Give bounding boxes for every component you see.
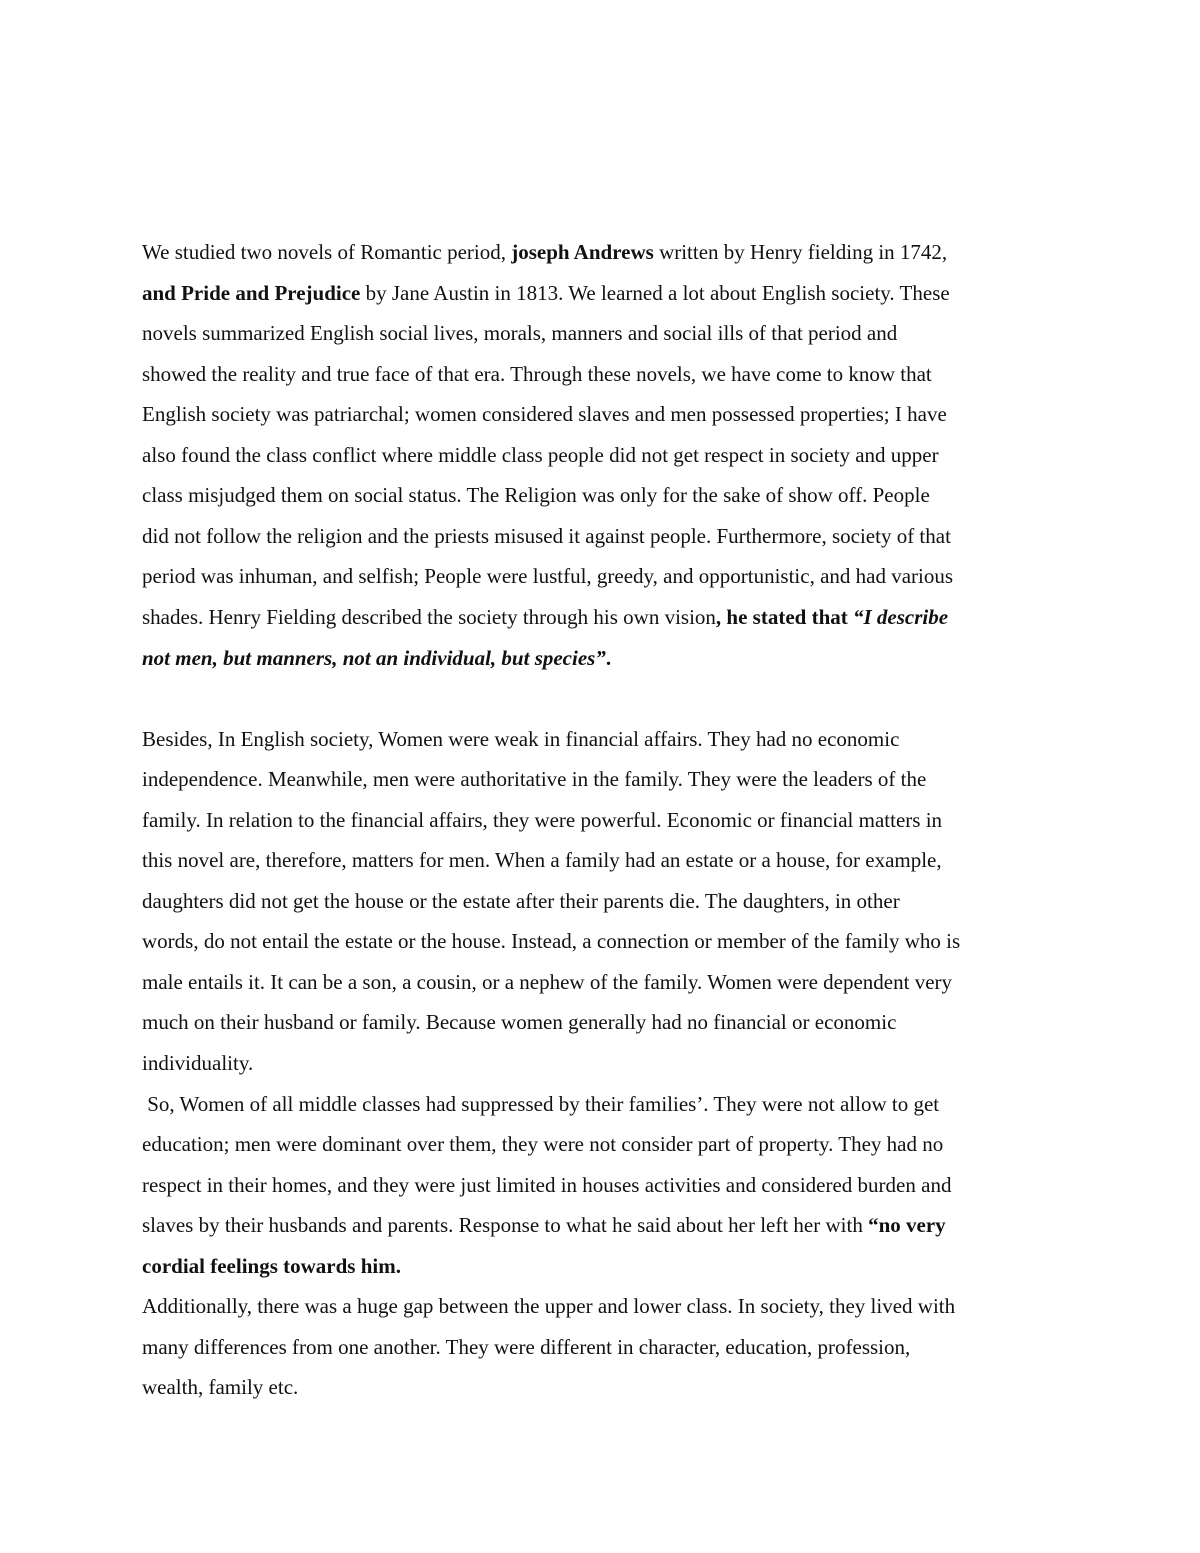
text-line: English society was patriarchal; women considered slaves and men possessed properties; I have xyxy=(142,402,947,426)
text-line: individuality. xyxy=(142,1051,254,1075)
text-line: independence. Meanwhile, men were authoritative in the family. They were the leaders of the xyxy=(142,767,927,791)
text-line: shades. Henry Fielding described the society through his own vision, he stated that “I describe xyxy=(142,605,949,629)
text-line: daughters did not get the house or the estate after their parents die. The daughters, in other xyxy=(142,889,900,913)
text-line: did not follow the religion and the priests misused it against people. Furthermore, society of that xyxy=(142,524,951,548)
text-line: We studied two novels of Romantic period, joseph Andrews written by Henry fielding in 1742, xyxy=(142,240,948,264)
text-line: also found the class conflict where middle class people did not get respect in society and upper xyxy=(142,443,939,467)
text-line: not men, but manners, not an individual, but species”. xyxy=(142,646,612,670)
text-line: family. In relation to the financial affairs, they were powerful. Economic or financial matters in xyxy=(142,808,943,832)
text-line: Besides, In English society, Women were weak in financial affairs. They had no economic xyxy=(142,727,900,751)
text-line: Additionally, there was a huge gap between the upper and lower class. In society, they lived with xyxy=(142,1294,956,1318)
text-line: male entails it. It can be a son, a cousin, or a nephew of the family. Women were dependent very xyxy=(142,970,953,994)
text-line: respect in their homes, and they were just limited in houses activities and considered burden and xyxy=(142,1173,952,1197)
text-line: education; men were dominant over them, they were not consider part of property. They had no xyxy=(142,1132,944,1156)
text-line: wealth, family etc. xyxy=(142,1375,299,1399)
text-line: many differences from one another. They were different in character, education, profession, xyxy=(142,1335,911,1359)
text-line: novels summarized English social lives, morals, manners and social ills of that period and xyxy=(142,321,898,345)
text-line: slaves by their husbands and parents. Response to what he said about her left her with “no very xyxy=(142,1213,946,1237)
text-line: So, Women of all middle classes had suppressed by their families’. They were not allow to get xyxy=(142,1092,940,1116)
text-line: this novel are, therefore, matters for men. When a family had an estate or a house, for example, xyxy=(142,848,942,872)
text-line: much on their husband or family. Because women generally had no financial or economic xyxy=(142,1010,897,1034)
text-line: and Pride and Prejudice by Jane Austin in 1813. We learned a lot about English society. These xyxy=(142,281,950,305)
text-line: cordial feelings towards him. xyxy=(142,1254,401,1278)
text-line: words, do not entail the estate or the house. Instead, a connection or member of the family who is xyxy=(142,929,961,953)
text-line: showed the reality and true face of that era. Through these novels, we have come to know that xyxy=(142,362,932,386)
text-line: class misjudged them on social status. The Religion was only for the sake of show off. People xyxy=(142,483,930,507)
text-line: period was inhuman, and selfish; People were lustful, greedy, and opportunistic, and had various xyxy=(142,564,954,588)
